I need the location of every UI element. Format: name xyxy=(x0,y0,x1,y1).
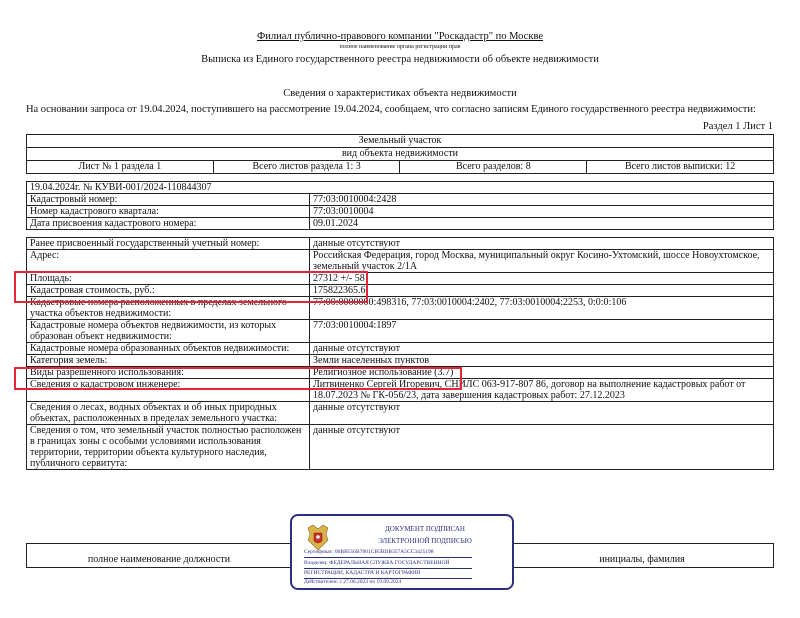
object-type-caption: вид объекта недвижимости xyxy=(27,148,774,161)
field-row xyxy=(27,218,774,230)
total-sheets: Всего листов выписки: 12 xyxy=(624,161,736,172)
section-title: Сведения о характеристиках объекта недвижимости xyxy=(283,88,517,99)
field-value: Религиозное использование (3.7) xyxy=(310,367,774,379)
org-subtitle: полное наименование органа регистрации прав xyxy=(339,44,461,50)
field-label: Кадастровые номера расположенных в пределах земельного участка объектов недвижимости: xyxy=(27,297,310,320)
object-type-table xyxy=(26,134,774,174)
field-value: данные отсутствуют xyxy=(310,425,774,470)
stamp-line-1: ДОКУМЕНТ ПОДПИСАН xyxy=(385,525,465,533)
field-label: Сведения о лесах, водных объектах и об иных природных объектах, расположенных в пределах земельного участка: xyxy=(27,402,310,425)
field-row xyxy=(27,320,774,343)
highlight-permitted-use xyxy=(14,367,462,390)
total-sections: Всего разделов: 8 xyxy=(400,161,587,173)
field-value: данные отсутствуют xyxy=(310,402,774,425)
field-label: Категория земель: xyxy=(27,355,310,367)
field-label: Кадастровый номер: xyxy=(27,194,310,206)
field-label: Дата присвоения кадастрового номера: xyxy=(27,218,310,230)
field-value: 09.01.2024 xyxy=(310,218,774,230)
object-type: Земельный участок xyxy=(27,135,774,148)
field-label: Номер кадастрового квартала: xyxy=(27,206,310,218)
field-row xyxy=(27,425,774,470)
field-label: Площадь: xyxy=(27,273,310,285)
field-value: данные отсутствуют xyxy=(310,238,774,250)
field-value: 77:00:0000000:498316, 77:03:0010004:2402, 77:03:0010004:2253, 0:0:0:106 xyxy=(310,297,774,320)
field-label: Адрес: xyxy=(27,250,310,273)
name-box xyxy=(510,543,774,568)
field-row xyxy=(27,238,774,250)
field-row xyxy=(27,250,774,273)
sheet-number: Лист № 1 раздела 1 xyxy=(27,161,213,173)
field-label: Кадастровая стоимость, руб.: xyxy=(27,285,310,297)
electronic-signature-stamp xyxy=(290,514,514,590)
stamp-owner: Владелец: ФЕДЕРАЛЬНАЯ СЛУЖБА ГОСУДАРСТВЕННОЙ xyxy=(304,560,450,566)
field-value: Российская Федерация, город Москва, муниципальный округ Косино-Ухтомский, шоссе Новоухтомское, земельный участок 2/1А xyxy=(310,250,774,273)
field-label: Кадастровые номера образованных объектов недвижимости: xyxy=(27,343,310,355)
field-value: Литвиненко Сергей Игоревич, СНИЛС 063-917-807 86, договор на выполнение кадастровых работ от 18.07.2023 № ГК-056/23, дата завершения кадастровых работ: 27.12.2023 xyxy=(310,379,774,402)
stamp-certificate: Сертификат: 00BB556B7801CB5BDB357A5CC3425198 xyxy=(304,549,434,555)
field-label: Сведения о том, что земельный участок полностью расположен в границах зоны с особыми условиями использования территории, территории объекта культурного наследия, публичного сервитута: xyxy=(27,425,310,470)
org-title: Филиал публично-правового компании "Роскадастр" по Москве xyxy=(256,31,544,42)
coat-of-arms-icon xyxy=(304,522,332,552)
field-value: 77:03:0010004:1897 xyxy=(310,320,774,343)
position-box xyxy=(26,543,292,568)
field-value: 175822365.6 xyxy=(310,285,774,297)
field-label: Виды разрешенного использования: xyxy=(27,367,310,379)
stamp-line-2: ЭЛЕКТРОННОЙ ПОДПИСЬЮ xyxy=(378,537,472,545)
field-row xyxy=(27,343,774,355)
field-label: Ранее присвоенный государственный учетный номер: xyxy=(27,238,310,250)
field-row xyxy=(27,206,774,218)
field-value: 77:03:0010004 xyxy=(310,206,774,218)
intro-text: На основании запроса от 19.04.2024, поступившего на рассмотрение 19.04.2024, сообщаем, что согласно записям Единого государственного реестра недвижимости: xyxy=(26,104,756,115)
identification-table xyxy=(26,193,774,230)
total-sheets-section: Всего листов раздела 1: 3 xyxy=(213,161,400,173)
sheet-info-cell xyxy=(27,161,774,174)
stamp-validity: Действителен: с 27.06.2023 по 19.09.2024 xyxy=(304,579,402,585)
record-number: 19.04.2024г. № КУВИ-001/2024-110844307 xyxy=(27,182,774,194)
field-value: Земли населенных пунктов xyxy=(310,355,774,367)
name-caption: инициалы, фамилия xyxy=(599,554,685,565)
stamp-underline xyxy=(304,557,472,558)
stamp-underline xyxy=(304,568,472,569)
highlight-area-cost xyxy=(14,271,368,303)
field-value: 77:03:0010004:2428 xyxy=(310,194,774,206)
field-label: Кадастровые номера объектов недвижимости, из которых образован объект недвижимости: xyxy=(27,320,310,343)
field-label: Сведения о кадастровом инженере: xyxy=(27,379,310,402)
field-value: данные отсутствуют xyxy=(310,343,774,355)
stamp-owner-cont: РЕГИСТРАЦИИ, КАДАСТРА И КАРТОГРАФИИ xyxy=(304,570,421,576)
document-title: Выписка из Единого государственного реестра недвижимости об объекте недвижимости xyxy=(201,54,599,65)
field-row xyxy=(27,402,774,425)
section-reference: Раздел 1 Лист 1 xyxy=(702,121,773,132)
position-caption: полное наименование должности xyxy=(87,554,231,565)
field-row xyxy=(27,355,774,367)
field-value: 27312 +/- 58 xyxy=(310,273,774,285)
field-row xyxy=(27,194,774,206)
